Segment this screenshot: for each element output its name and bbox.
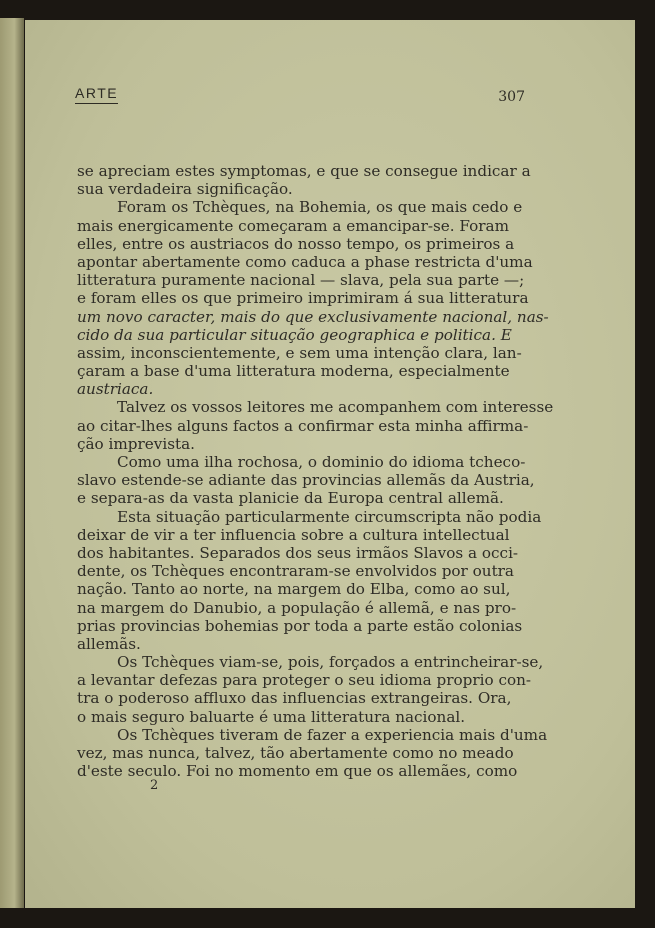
text-line: dente, os Tchèques encontraram-se envolvidos por outra — [77, 562, 514, 581]
facing-page-edge — [0, 18, 24, 908]
text-line: ao citar-lhes alguns factos a confirmar esta minha affirma- — [77, 416, 529, 435]
text-line: Foram os Tchèques, na Bohemia, os que mais cedo e — [117, 198, 523, 217]
text-line: Como uma ilha rochosa, o dominio do idioma tcheco- — [117, 453, 526, 471]
text-line: Os Tchèques viam-se, pois, forçados a entrincheirar-se, — [117, 653, 544, 672]
page-header — [75, 85, 525, 111]
text-line: d'este seculo. Foi no momento em que os allemães, como — [77, 762, 518, 781]
text-line: o mais seguro baluarte é uma litteratura nacional. — [77, 707, 466, 726]
text-line: a levantar defezas para proteger o seu idioma proprio con- — [77, 671, 532, 690]
text-line: assim, inconscientemente, e sem uma intenção clara, lan- — [77, 343, 522, 362]
book-edge — [635, 20, 655, 908]
text-line: slavo estende-se adiante das provincias allemãs da Austria, — [77, 471, 535, 490]
page-number: 307 — [498, 89, 525, 105]
text-line: vez, mas nunca, talvez, tão abertamente como no meado — [77, 744, 514, 762]
text-line: sua verdadeira significação. — [77, 180, 293, 199]
printer-signature-mark: 2 — [150, 778, 159, 793]
text-line: na margem do Danubio, a população é allemã, e nas pro- — [77, 598, 517, 617]
text-line: mais energicamente começaram a emancipar-se. Foram — [77, 216, 509, 235]
text-line: e separa-as da vasta planicie da Europa central allemã. — [77, 489, 504, 508]
text-line: ção imprevista. — [77, 434, 195, 453]
text-line: elles, entre os austriacos do nosso tempo, os primeiros a — [77, 234, 515, 253]
running-head: ARTE — [75, 85, 118, 104]
text-line: se apreciam estes symptomas, e que se consegue indicar a — [77, 162, 531, 180]
body-text — [77, 162, 554, 781]
text-line: prias provincias bohemias por toda a parte estão colonias — [77, 616, 523, 635]
text-line: çaram a base d'uma litteratura moderna, especialmente — [77, 362, 510, 381]
text-line: e foram elles os que primeiro imprimiram á sua litteratura — [77, 289, 529, 308]
text-line: allemãs. — [77, 634, 141, 653]
text-line: austriaca. — [77, 380, 154, 399]
text-line: cido da sua particular situação geographica e politica. E — [77, 325, 512, 344]
text-line: um novo caracter, mais do que exclusivamente nacional, nas- — [77, 307, 549, 326]
text-line: Os Tchèques tiveram de fazer a experiencia mais d'uma — [117, 725, 548, 744]
text-line: nação. Tanto ao norte, na margem do Elba, como ao sul, — [77, 580, 511, 599]
text-line: litteratura puramente nacional — slava, pela sua parte —; — [77, 271, 525, 290]
text-line: apontar abertamente como caduca a phase restricta d'uma — [77, 252, 533, 271]
text-line: Talvez os vossos leitores me acompanhem com interesse — [117, 398, 554, 417]
text-line: deixar de vir a ter influencia sobre a cultura intellectual — [77, 525, 510, 544]
text-line: dos habitantes. Separados dos seus irmãos Slavos a occi- — [77, 543, 519, 562]
text-line: Esta situação particularmente circumscripta não podia — [117, 507, 542, 526]
text-line: tra o poderoso affluxo das influencias extrangeiras. Ora, — [77, 689, 512, 708]
